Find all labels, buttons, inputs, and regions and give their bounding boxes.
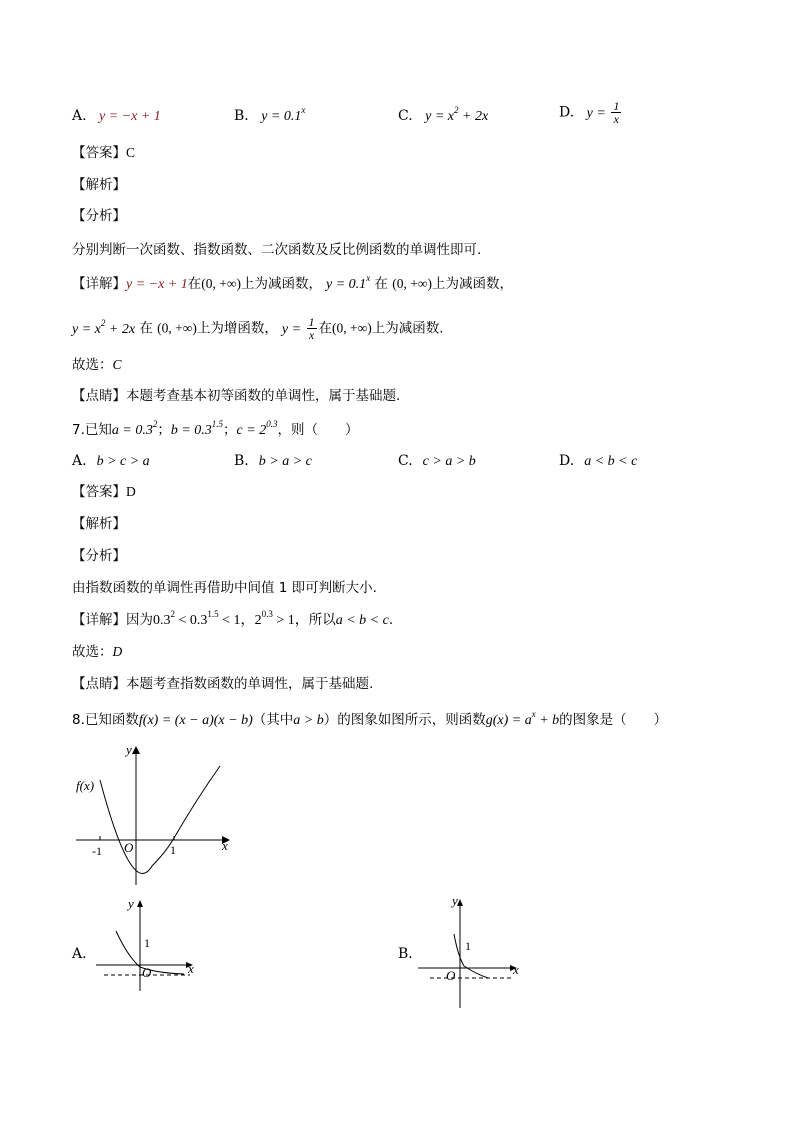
q7-option-b: B. b > a > c: [234, 453, 312, 469]
q6-dianjing: 【点睛】本题考查基本初等函数的单调性，属于基础题.: [72, 388, 401, 404]
origin-label: O: [124, 840, 134, 855]
q6-analysis: 分别判断一次函数、指数函数、二次函数及反比例函数的单调性即可.: [72, 242, 482, 258]
origin-label: O: [446, 968, 456, 983]
y-label: y: [126, 742, 132, 757]
q7-option-a: A. b > c > a: [72, 453, 150, 469]
fig-b-label: B.: [398, 946, 413, 962]
q7-choose: 故选：D: [72, 644, 123, 660]
one-label: 1: [170, 843, 176, 857]
figure-option-b: [418, 890, 528, 1010]
q7-fenxi: 【分析】: [72, 548, 126, 564]
fraction: $\frac{1}{x}$: [308, 315, 315, 342]
q7-answer-line: 【答案】D: [72, 484, 136, 500]
y-label: y: [452, 893, 458, 908]
parabola-curve: [100, 766, 220, 874]
q6-option-a: A. y = −x + 1: [72, 108, 161, 124]
q7-analysis: 由指数函数的单调性再借助中间值 1 即可判断大小.: [72, 580, 377, 596]
y-label: y: [128, 896, 134, 911]
q6-answer-line: 【答案】C: [72, 145, 136, 161]
q6-detail-line1: 【详解】y = −x + 1在(0, +∞)上为减函数， $y = 0.1^x$ 在 (0, +∞)上为减函数，: [72, 273, 514, 292]
q7-detail: 【详解】因为$0.3^2 < 0.3^{1.5} < 1$，$2^{0.3} > 1$，所以a < b < c.: [72, 609, 394, 628]
q7-jiexi: 【解析】: [72, 516, 126, 532]
neg1-label: -1: [92, 844, 102, 858]
q6-option-b: B. $y = 0.1^x$: [234, 105, 306, 124]
q6-option-c: C. $y = x^2 + 2x$: [398, 105, 489, 124]
q7-stem: 7.已知$a = 0.3^2$；$b = 0.3^{1.5}$；$c = 2^{0.3}$，则（ ）: [72, 419, 359, 438]
figure-f-graph: [70, 740, 240, 890]
fig-a-label: A.: [72, 946, 87, 962]
q7-option-c: C. c > a > b: [398, 453, 476, 469]
q7-dianjing: 【点睛】本题考查指数函数的单调性，属于基础题.: [72, 676, 374, 692]
y-arrow: [132, 746, 140, 754]
one-label: 1: [465, 939, 471, 953]
one-label: 1: [144, 936, 150, 950]
q6-fenxi: 【分析】: [72, 208, 126, 224]
x-label: x: [222, 838, 228, 853]
q6-option-d: D. y = $\frac{1}{x}$: [559, 99, 620, 126]
q6-jiexi: 【解析】: [72, 177, 126, 193]
curve: [454, 934, 488, 978]
f-label: f(x): [76, 778, 95, 793]
x-label: x: [513, 962, 519, 977]
x-label: x: [188, 961, 194, 976]
q8-stem: 8.已知函数f(x) = (x − a)(x − b)（其中a > b）的图象如图所示，则函数$g(x) = a^x + b$的图象是（ ）: [72, 709, 668, 728]
q6-detail-line2: $y = x^2 + 2x$ 在 (0, +∞)上为增函数， y = $\frac{1}{x}$ 在(0, +∞)上为减函数.: [72, 315, 444, 342]
q6-choose: 故选：C: [72, 357, 122, 373]
q7-option-d: D. a < b < c: [559, 453, 638, 469]
y-arrow: [137, 900, 143, 907]
origin-label: O: [142, 965, 152, 980]
y-arrow: [457, 899, 463, 906]
figure-option-a: [94, 895, 204, 995]
fraction: $\frac{1}{x}$: [613, 99, 620, 126]
